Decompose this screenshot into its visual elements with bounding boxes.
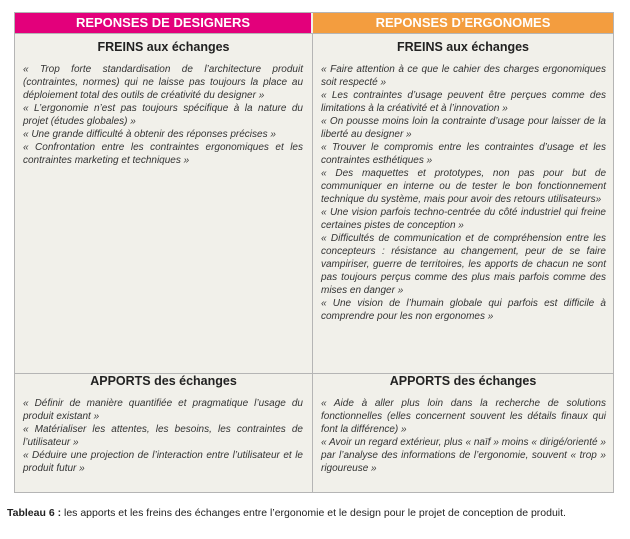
ergonomes-frein-item: « On pousse moins loin la contrainte d’usage pour laisser de la liberté au designer » [321,116,606,140]
designers-freins-title: FREINS aux échanges [97,40,230,54]
ergonomes-frein-item: « Trouver le compromis entre les contraintes d’usage et les contraintes esthétiques » [321,142,606,166]
header-ergonomes: REPONSES D’ERGONOMES [313,13,613,33]
designers-apports-title: APPORTS des échanges [90,374,237,388]
designers-freins-list [23,63,303,167]
designers-apports-list [23,397,303,475]
caption-label: Tableau 6 : [7,507,62,519]
column-divider [312,33,313,492]
ergonomes-frein-item: « Difficultés de communication et de compréhension entre les concepteurs : résistance au changement, peur de se faire vampiriser, guerre de territoires, les apports de chacun ne sont pas toujours perçus comme des plus mais parfois comme des mises en danger » [321,233,606,296]
designers-frein-item: « Une grande difficulté à obtenir des réponses précises » [23,129,276,140]
ergonomes-apports-list [321,397,606,475]
designers-frein-item: « L’ergonomie n’est pas toujours spécifique à la nature du projet (études globales) » [23,103,303,127]
ergonomes-freins-title: FREINS aux échanges [397,40,529,54]
ergonomes-freins-list [321,63,606,323]
ergonomes-frein-item: « Une vision parfois techno-centrée du côté industriel qui freine certaines pistes de conception » [321,207,606,231]
ergonomes-apport-item: « Aide à aller plus loin dans la recherche de solutions fonctionnelles (elles concernent souvent les détails finaux qui font la différence) » [321,398,606,435]
ergonomes-frein-item: « Une vision de l’humain globale qui parfois est difficile à comprendre pour les non ergonomes » [321,298,606,322]
designers-apport-item: « Déduire une projection de l’interaction entre l’utilisateur et le produit futur » [23,450,303,474]
ergonomes-apports-title: APPORTS des échanges [389,374,537,388]
designers-apport-item: « Définir de manière quantifiée et pragmatique l’usage du produit existant » [23,398,303,422]
table-caption [7,507,627,519]
designers-frein-item: « Confrontation entre les contraintes ergonomiques et les contraintes marketing et techniques » [23,142,303,166]
header-designers: REPONSES DE DESIGNERS [15,13,311,33]
ergonomes-frein-item: « Les contraintes d’usage peuvent être perçues comme des limitations à la créativité et à l’innovation » [321,90,606,114]
caption-text: les apports et les freins des échanges entre l’ergonomie et le design pour le projet de conception de produit. [61,507,566,519]
designers-frein-item: « Trop forte standardisation de l’architecture produit (contraintes, normes) qui ne laisse pas toujours la place au déploiement total des outils de créativité du designer » [23,64,303,101]
ergonomes-apport-item: « Avoir un regard extérieur, plus « naïf » moins « dirigé/orienté » par l’analyse des informations de l’ergonomie, souvent « trop » rigoureuse » [321,437,606,474]
ergonomes-frein-item: « Des maquettes et prototypes, non pas pour but de communiquer en interne ou de tester le bon fonctionnement technique du système, mais pour avoir des retours utilisateurs» [321,168,606,205]
ergonomes-frein-item: « Faire attention à ce que le cahier des charges ergonomiques soit respecté » [321,64,606,88]
header-divider [15,33,613,34]
designers-apport-item: « Matérialiser les attentes, les besoins, les contraintes de l’utilisateur » [23,424,303,448]
comparison-table [14,12,614,493]
